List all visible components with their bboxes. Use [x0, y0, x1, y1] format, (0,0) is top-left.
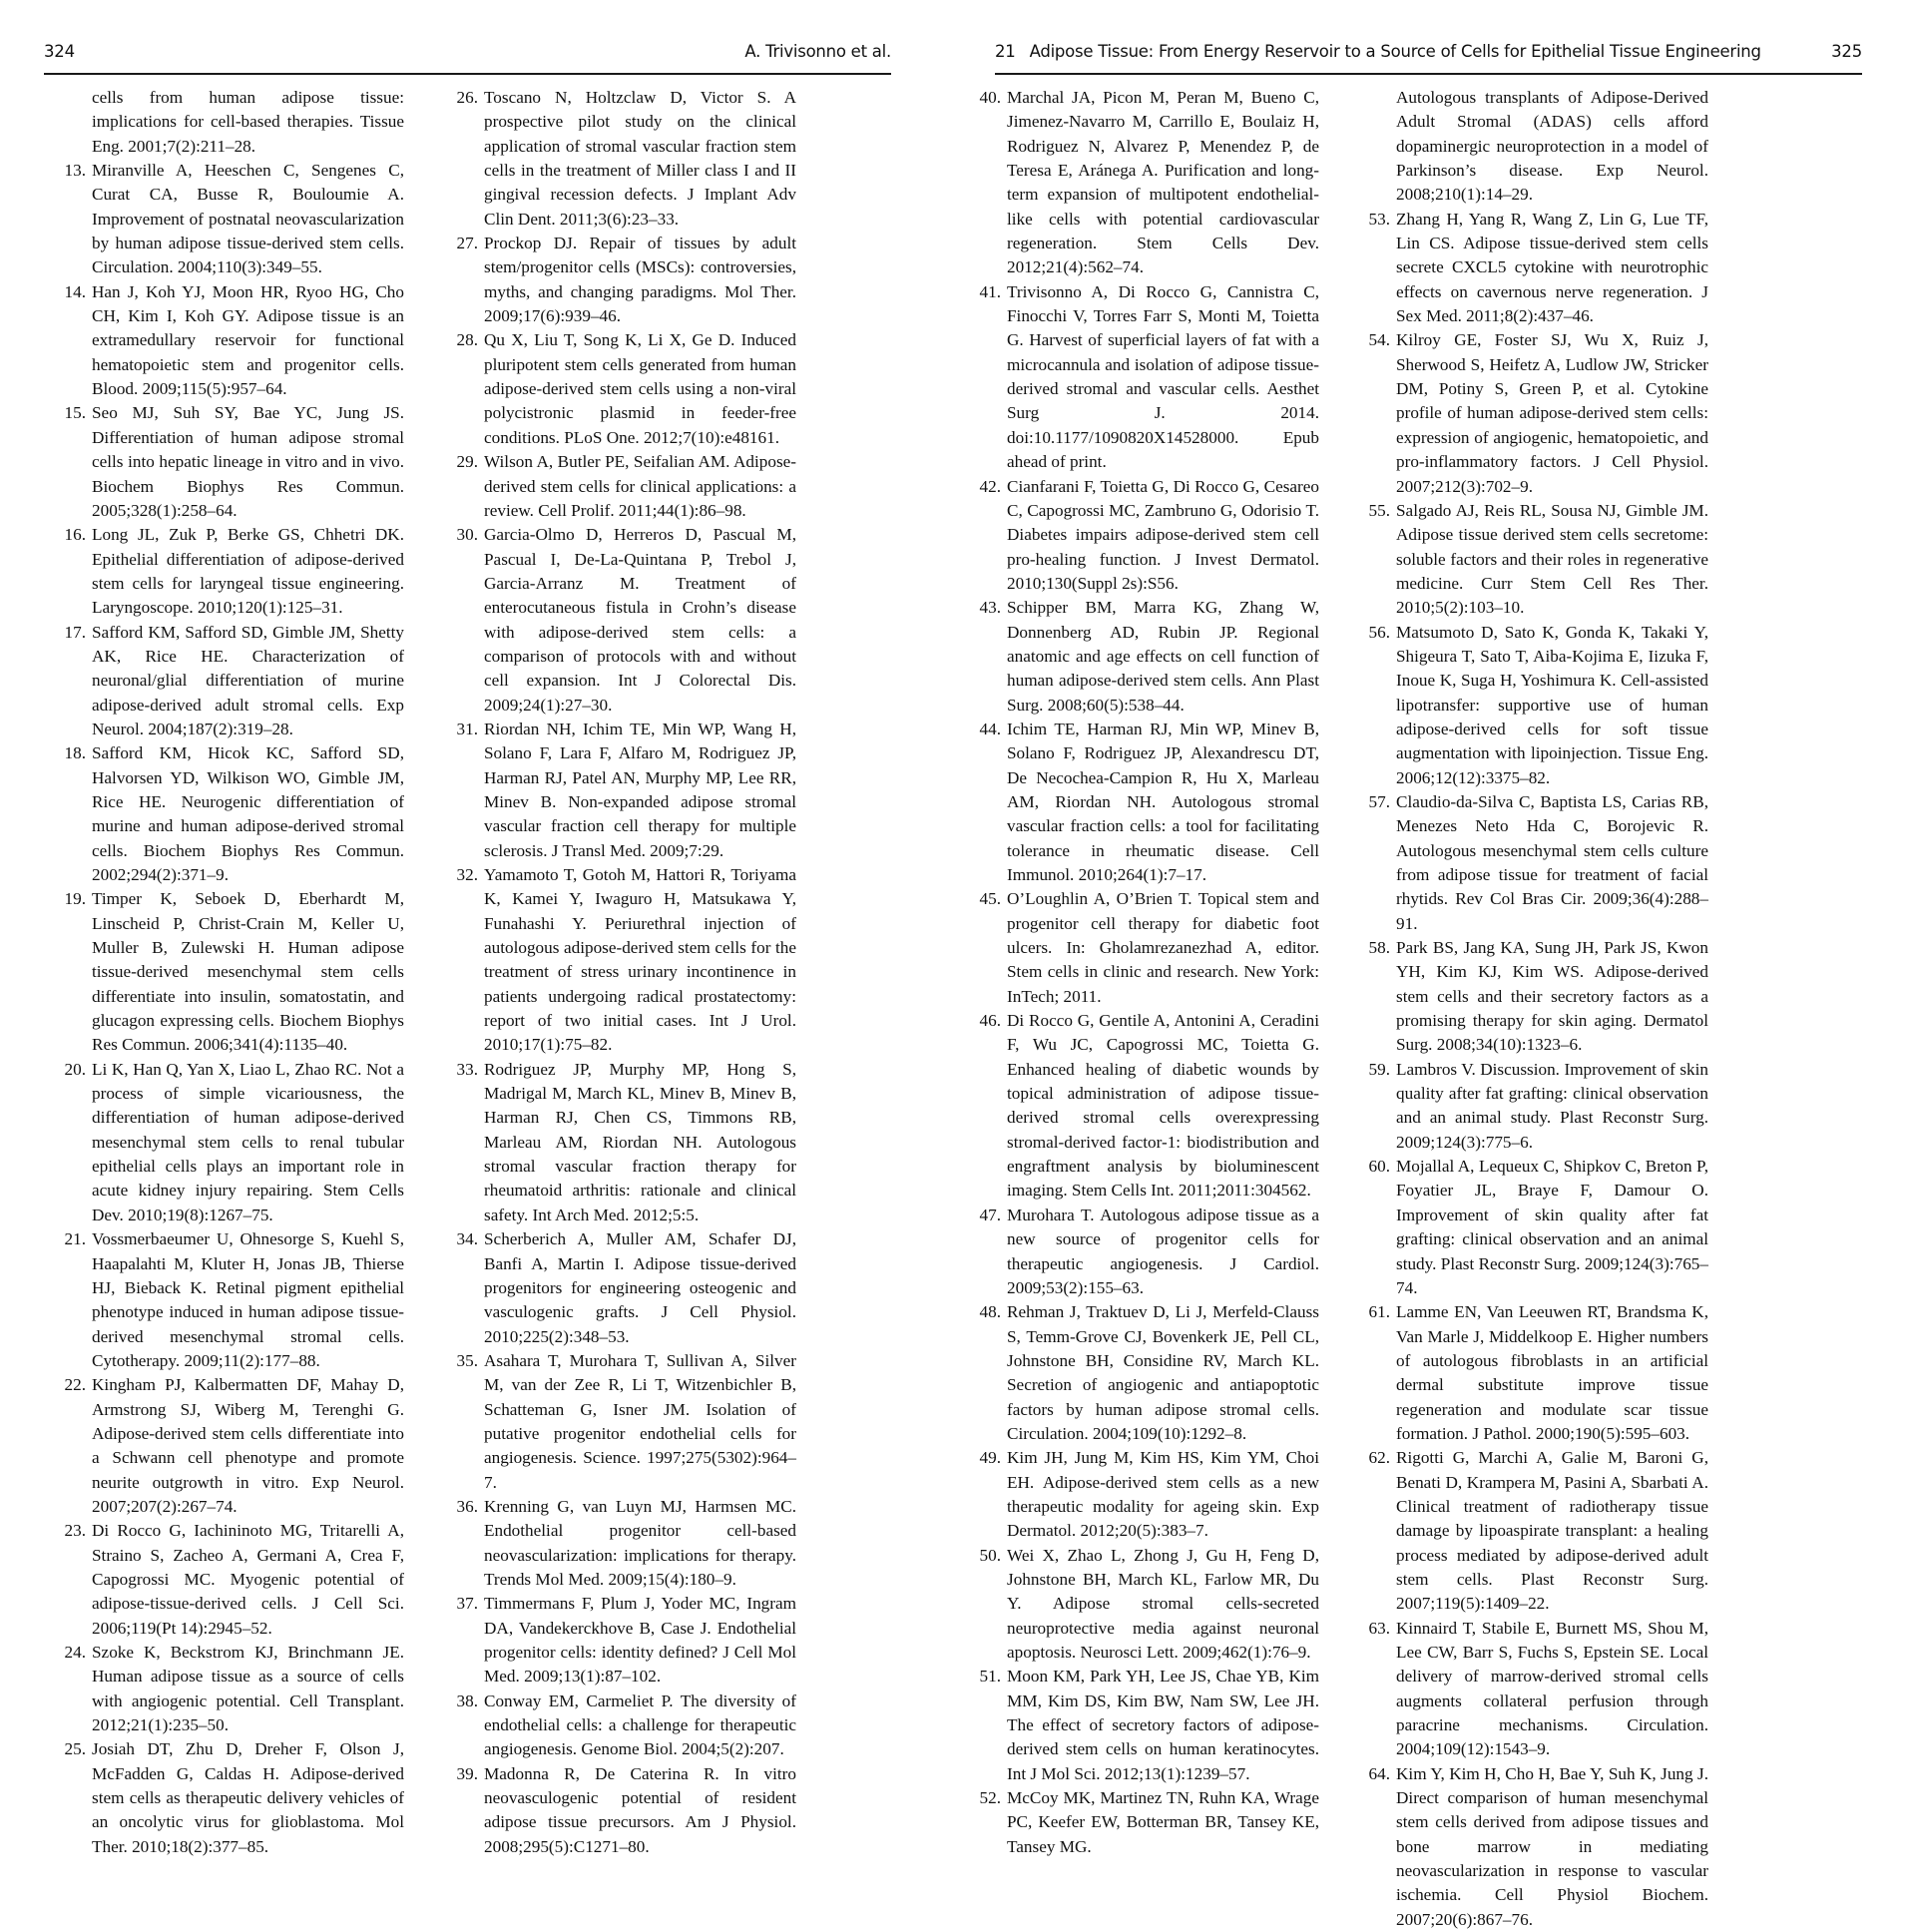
reference-number: 63.: [1368, 1618, 1390, 1638]
reference-text: Wilson A, Butler PE, Seifalian AM. Adipose-derived stem cells for clinical applications: a review. Cell Prolif. 2011;44(1):86–98.: [484, 452, 796, 520]
reference-number: 38.: [456, 1690, 478, 1710]
reference-text: Cianfarani F, Toietta G, Di Rocco G, Cesareo C, Capogrossi MC, Zambruno G, Odorisio T. Diabetes impairs adipose-derived stem cell pro-healing function. J Invest Dermatol. 2010;130(Suppl 2s):S56.: [1007, 476, 1319, 593]
reference-number: 29.: [456, 452, 478, 472]
reference-text: Lambros V. Discussion. Improvement of skin quality after fat grafting: clinical observation and an animal study. Plast Reconstr Surg. 2009;124(3):775–6.: [1396, 1059, 1708, 1152]
reference-text: Long JL, Zuk P, Berke GS, Chhetri DK. Epithelial differentiation of adipose-derived stem cells for laryngeal tissue engineering. Laryngoscope. 2010;120(1):125–31.: [92, 525, 404, 618]
reference-number: 33.: [456, 1059, 478, 1079]
reference-item: [1364, 1762, 1708, 1932]
reference-item: [452, 718, 796, 863]
reference-text: Di Rocco G, Gentile A, Antonini A, Ceradini F, Wu JC, Capogrossi MC, Toietta G. Enhanced healing of diabetic wounds by topical administration of adipose tissue-derived stromal cells overexpressing stromal-derived factor-1: biodistribution and engraftment analysis by bioluminescent imaging. Stem Cells Int. 2011;2011:304562.: [1007, 1011, 1319, 1201]
reference-item: [1364, 790, 1708, 936]
reference-number: 51.: [979, 1667, 1001, 1687]
reference-item: [1364, 621, 1708, 790]
reference-item: [452, 523, 796, 718]
chapter-number: 21: [995, 42, 1016, 61]
reference-number: 22.: [64, 1375, 86, 1395]
reference-item: [452, 1690, 796, 1762]
reference-number: 44.: [979, 719, 1001, 738]
reference-number: 32.: [456, 865, 478, 884]
reference-item: [452, 1592, 796, 1689]
reference-item: [452, 1058, 796, 1227]
reference-item: [60, 1227, 404, 1373]
reference-number: 42.: [979, 476, 1001, 496]
reference-number: 18.: [64, 743, 86, 763]
column-1: [60, 86, 404, 1859]
reference-list-column-3: [975, 86, 1319, 1859]
reference-number: 56.: [1368, 622, 1390, 642]
reference-item: [975, 1204, 1319, 1300]
reference-text: Park BS, Jang KA, Sung JH, Park JS, Kwon YH, Kim KJ, Kim WS. Adipose-derived stem cells and their secretory factors as a promising therapy for skin aging. Dermatol Surg. 2008;34(10):1323–6.: [1396, 938, 1708, 1055]
reference-item: [1364, 1155, 1708, 1300]
reference-item: [452, 232, 796, 328]
reference-number: 49.: [979, 1448, 1001, 1468]
reference-number: 27.: [456, 234, 478, 253]
reference-text: Claudio-da-Silva C, Baptista LS, Carias RB, Menezes Neto Hda C, Borojevic R. Autologous mesenchymal stem cells culture from adipose tissue for treatment of facial rhytids. Rev Col Bras Cir. 2009;36(4):288–91.: [1396, 791, 1708, 933]
reference-text: Trivisonno A, Di Rocco G, Cannistra C, Finocchi V, Torres Farr S, Monti M, Toietta G. Harvest of superficial layers of fat with a microcannula and isolation of adipose tissue-derived stromal and vascular cells. Aesthet Surg J. 2014. doi:10.1177/1090820X14528000. Epub ahead of print.: [1007, 281, 1319, 472]
reference-item: [60, 1737, 404, 1859]
reference-text: Prockop DJ. Repair of tissues by adult stem/progenitor cells (MSCs): controversies, myths, and changing paradigms. Mol Ther. 2009;17(6):939–46.: [484, 234, 796, 326]
reference-text: Mojallal A, Lequeux C, Shipkov C, Breton P, Foyatier JL, Braye F, Damour O. Improvement of skin quality after fat grafting: clinical observation and an animal study. Plast Reconstr Surg. 2009;124(3):765–74.: [1396, 1157, 1708, 1297]
reference-item: [452, 863, 796, 1058]
reference-item: [452, 1495, 796, 1592]
reference-text: Rehman J, Traktuev D, Li J, Merfeld-Clauss S, Temm-Grove CJ, Bovenkerk JE, Pell CL, Johnstone BH, Considine RV, March KL. Secretion of angiogenic and antiapoptotic factors by human adipose stromal cells. Circulation. 2004;109(10):1292–8.: [1007, 1302, 1319, 1443]
reference-item: [975, 280, 1319, 475]
reference-item: [60, 621, 404, 742]
reference-text: Josiah DT, Zhu D, Dreher F, Olson J, McFadden G, Caldas H. Adipose-derived stem cells as therapeutic delivery vehicles of an oncolytic virus for glioblastoma. Mol Ther. 2010;18(2):377–85.: [92, 1739, 404, 1856]
reference-number: 20.: [64, 1059, 86, 1079]
reference-item: [1364, 328, 1708, 498]
reference-item: [975, 718, 1319, 887]
reference-item: [1364, 1300, 1708, 1446]
reference-number: 19.: [64, 889, 86, 909]
reference-item: [975, 1300, 1319, 1446]
reference-item: [60, 280, 404, 402]
column-4: [1364, 86, 1708, 1932]
reference-number: 41.: [979, 281, 1001, 301]
running-head-left-group: [995, 42, 1761, 61]
header-rule-left: [44, 73, 891, 75]
reference-number: 24.: [64, 1643, 86, 1662]
reference-number: 55.: [1368, 500, 1390, 520]
reference-number: 47.: [979, 1205, 1001, 1224]
reference-text: Marchal JA, Picon M, Peran M, Bueno C, Jimenez-Navarro M, Carrillo E, Boulaiz H, Rodriguez N, Alvarez P, Menendez P, de Teresa E, Aránega A. Purification and long-term expansion of multipotent endothelial-like cells with potential cardiovascular regeneration. Stem Cells Dev. 2012;21(4):562–74.: [1007, 88, 1319, 277]
reference-item: [60, 401, 404, 523]
reference-number: 21.: [64, 1229, 86, 1249]
reference-text: Safford KM, Safford SD, Gimble JM, Shetty AK, Rice HE. Characterization of neuronal/glial differentiation of murine adipose-derived adult stromal cells. Exp Neurol. 2004;187(2):319–28.: [92, 622, 404, 738]
reference-number: 60.: [1368, 1157, 1390, 1177]
reference-list-column-4: [1364, 208, 1708, 1932]
reference-text: Safford KM, Hicok KC, Safford SD, Halvorsen YD, Wilkison WO, Gimble JM, Rice HE. Neurogenic differentiation of murine and human adipose-derived stromal cells. Biochem Biophys Res Commun. 2002;294(2):371–9.: [92, 743, 404, 884]
reference-text: Qu X, Liu T, Song K, Li X, Ge D. Induced pluripotent stem cells generated from human adipose-derived stem cells using a non-viral polycistronic plasmid in feeder-free conditions. PLoS One. 2012;7(10):e48161.: [484, 330, 796, 447]
reference-number: 39.: [456, 1763, 478, 1783]
reference-number: 26.: [456, 88, 478, 107]
reference-item: [975, 1446, 1319, 1543]
reference-number: 31.: [456, 719, 478, 738]
reference-number: 62.: [1368, 1448, 1390, 1468]
reference-text: Salgado AJ, Reis RL, Sousa NJ, Gimble JM. Adipose tissue derived stem cells secretome: soluble factors and their roles in regenerative medicine. Curr Stem Cell Res Ther. 2010;5(2):103–10.: [1396, 500, 1708, 618]
reference-item: [60, 1058, 404, 1227]
reference-text: McCoy MK, Martinez TN, Ruhn KA, Wrage PC, Keefer EW, Botterman BR, Tansey KE, Tansey MG.: [1007, 1788, 1319, 1856]
running-head-title-left: A. Trivisonno et al.: [744, 42, 891, 61]
reference-text: Rodriguez JP, Murphy MP, Hong S, Madrigal M, March KL, Minev B, Minev B, Harman RJ, Chen CS, Timmons RB, Marleau AM, Riordan NH. Autologous stromal vascular fraction therapy for rheumatoid arthritis: rationale and clinical safety. Int Arch Med. 2012;5:5.: [484, 1059, 796, 1224]
reference-number: 36.: [456, 1496, 478, 1516]
reference-item: [452, 86, 796, 232]
reference-text: Schipper BM, Marra KG, Zhang W, Donnenberg AD, Rubin JP. Regional anatomic and age effects on cell function of human adipose-derived stem cells. Ann Plast Surg. 2008;60(5):538–44.: [1007, 598, 1319, 715]
page-left-324: [0, 0, 953, 1856]
reference-item: [60, 159, 404, 280]
reference-item: [1364, 936, 1708, 1058]
reference-text: Di Rocco G, Iachininoto MG, Tritarelli A, Straino S, Zacheo A, Germani A, Crea F, Capogrossi MC. Myogenic potential of adipose-tissue-derived cells. J Cell Sci. 2006;119(Pt 14):2945–52.: [92, 1521, 404, 1638]
reference-text: Yamamoto T, Gotoh M, Hattori R, Toriyama K, Kamei Y, Iwaguro H, Matsukawa Y, Funahashi Y. Periurethral injection of autologous adipose-derived stem cells for the treatment of stress urinary incontinence in patients undergoing radical prostatectomy: report of two initial cases. Int J Urol. 2010;17(1):75–82.: [484, 865, 796, 1055]
reference-text: Kim Y, Kim H, Cho H, Bae Y, Suh K, Jung J. Direct comparison of human mesenchymal stem cells derived from adipose tissues and bone marrow in mediating neovascularization in response to vascular ischemia. Cell Physiol Biochem. 2007;20(6):867–76.: [1396, 1763, 1708, 1929]
reference-item: [60, 523, 404, 620]
reference-text: Krenning G, van Luyn MJ, Harmsen MC. Endothelial progenitor cell-based neovascularization: implications for therapy. Trends Mol Med. 2009;15(4):180–9.: [484, 1496, 796, 1589]
reference-number: 45.: [979, 889, 1001, 909]
reference-item: [452, 328, 796, 450]
reference-number: 28.: [456, 330, 478, 350]
reference-list-column-1: [60, 159, 404, 1859]
reference-number: 61.: [1368, 1302, 1390, 1322]
reference-text: Timmermans F, Plum J, Yoder MC, Ingram DA, Vandekerckhove B, Case J. Endothelial progenitor cells: identity defined? J Cell Mol Med. 2009;13(1):87–102.: [484, 1594, 796, 1687]
reference-item: [975, 1665, 1319, 1786]
reference-text: Murohara T. Autologous adipose tissue as a new source of progenitor cells for therapeutic angiogenesis. J Cardiol. 2009;53(2):155–63.: [1007, 1205, 1319, 1297]
reference-text: Lamme EN, Van Leeuwen RT, Brandsma K, Van Marle J, Middelkoop E. Higher numbers of autologous fibroblasts in an artificial dermal substitute improve tissue regeneration and modulate scar tissue formation. J Pathol. 2000;190(5):595–603.: [1396, 1302, 1708, 1443]
reference-number: 53.: [1368, 209, 1390, 229]
reference-text: Asahara T, Murohara T, Sullivan A, Silver M, van der Zee R, Li T, Witzenbichler B, Schatteman G, Isner JM. Isolation of putative progenitor endothelial cells for angiogenesis. Science. 1997;275(5302):964–7.: [484, 1350, 796, 1492]
folio-left: 324: [44, 42, 75, 61]
reference-item: [452, 1227, 796, 1349]
reference-number: 34.: [456, 1229, 478, 1249]
reference-number: 35.: [456, 1350, 478, 1370]
reference-text: Wei X, Zhao L, Zhong J, Gu H, Feng D, Johnstone BH, March KL, Farlow MR, Du Y. Adipose stromal cells-secreted neuroprotective media against neuronal apoptosis. Neurosci Lett. 2009;462(1):76–9.: [1007, 1545, 1319, 1662]
reference-text: Ichim TE, Harman RJ, Min WP, Minev B, Solano F, Rodriguez JP, Alexandrescu DT, De Necochea-Campion R, Hu X, Marleau AM, Riordan NH. Autologous stromal vascular fraction cells: a tool for facilitating tolerance in rheumatic disease. Cell Immunol. 2010;264(1):7–17.: [1007, 719, 1319, 884]
reference-number: 46.: [979, 1011, 1001, 1031]
reference-item: [1364, 1446, 1708, 1616]
reference-text: Madonna R, De Caterina R. In vitro neovasculogenic potential of resident adipose tissue precursors. Am J Physiol. 2008;295(5):C1271–80.: [484, 1763, 796, 1856]
reference-text: Szoke K, Beckstrom KJ, Brinchmann JE. Human adipose tissue as a source of cells with angiogenic potential. Cell Transplant. 2012;21(1):235–50.: [92, 1643, 404, 1735]
columns-left-page: [60, 86, 896, 1859]
reference-item: [975, 86, 1319, 280]
reference-item: [1364, 1617, 1708, 1762]
reference-item: [60, 887, 404, 1057]
reference-text: Li K, Han Q, Yan X, Liao L, Zhao RC. Not a process of simple vicariousness, the differentiation of human adipose-derived mesenchymal stem cells to renal tubular epithelial cells plays an important role in acute kidney injury repairing. Stem Cells Dev. 2010;19(8):1267–75.: [92, 1059, 404, 1224]
reference-text: Han J, Koh YJ, Moon HR, Ryoo HG, Cho CH, Kim I, Koh GY. Adipose tissue is an extramedullary reservoir for functional hematopoietic stem and progenitor cells. Blood. 2009;115(5):957–64.: [92, 281, 404, 399]
column-2: [452, 86, 796, 1859]
reference-text: Kim JH, Jung M, Kim HS, Kim YM, Choi EH. Adipose-derived stem cells as a new therapeutic modality for ageing skin. Exp Dermatol. 2012;20(5):383–7.: [1007, 1448, 1319, 1541]
reference-number: 37.: [456, 1594, 478, 1614]
reference-item: [452, 1349, 796, 1495]
reference-item: [60, 741, 404, 887]
reference-number: 52.: [979, 1788, 1001, 1808]
page-right-325: [953, 0, 1906, 1929]
reference-item: [1364, 1058, 1708, 1155]
reference-text: Seo MJ, Suh SY, Bae YC, Jung JS. Differentiation of human adipose stromal cells into hepatic lineage in vitro and in vivo. Biochem Biophys Res Commun. 2005;328(1):258–64.: [92, 403, 404, 520]
reference-item: [60, 1373, 404, 1519]
reference-item: [452, 450, 796, 523]
reference-text: Timper K, Seboek D, Eberhardt M, Linscheid P, Christ-Crain M, Keller U, Muller B, Zulewski H. Human adipose tissue-derived mesenchymal stem cells differentiate into insulin, somatostatin, and glucagon expressing cells. Biochem Biophys Res Commun. 2006;341(4):1135–40.: [92, 889, 404, 1055]
reference-number: 40.: [979, 88, 1001, 107]
reference-number: 16.: [64, 525, 86, 545]
running-head-title-right: Adipose Tissue: From Energy Reservoir to a Source of Cells for Epithelial Tissue Engineering: [1029, 42, 1761, 61]
columns-right-page: [975, 86, 1863, 1932]
reference-item: [975, 596, 1319, 718]
reference-number: 25.: [64, 1739, 86, 1759]
folio-right: 325: [1831, 42, 1862, 61]
reference-text: Matsumoto D, Sato K, Gonda K, Takaki Y, Shigeura T, Sato T, Aiba-Kojima E, Iizuka F, Inoue K, Suga H, Yoshimura K. Cell-assisted lipotransfer: supportive use of human adipose-derived cells for soft tissue augmentation with lipoinjection. Tissue Eng. 2006;12(12):3375–82.: [1396, 622, 1708, 787]
header-rule-right: [995, 73, 1862, 75]
reference-text: Zhang H, Yang R, Wang Z, Lin G, Lue TF, Lin CS. Adipose tissue-derived stem cells secrete CXCL5 cytokine with neurotrophic effects on cavernous nerve regeneration. J Sex Med. 2011;8(2):437–46.: [1396, 209, 1708, 326]
reference-item: [975, 887, 1319, 1009]
reference-item: [1364, 208, 1708, 329]
reference-number: 14.: [64, 281, 86, 301]
reference-number: 57.: [1368, 791, 1390, 811]
reference-text: Kilroy GE, Foster SJ, Wu X, Ruiz J, Sherwood S, Heifetz A, Ludlow JW, Stricker DM, Potiny S, Green P, et al. Cytokine profile of human adipose-derived stem cells: expression of angiogenic, hematopoietic, and pro-inflammatory factors. J Cell Physiol. 2007;212(3):702–9.: [1396, 330, 1708, 496]
reference-number: 17.: [64, 622, 86, 642]
reference-number: 13.: [64, 161, 86, 181]
reference-continuation: Autologous transplants of Adipose-Derived Adult Stromal (ADAS) cells afford dopaminergic neuroprotection in a model of Parkinson’s disease. Exp Neurol. 2008;210(1):14–29.: [1396, 88, 1708, 205]
reference-number: 64.: [1368, 1763, 1390, 1783]
reference-list-column-2: [452, 86, 796, 1859]
reference-number: 23.: [64, 1521, 86, 1541]
reference-item: [975, 1786, 1319, 1859]
reference-text: Kinnaird T, Stabile E, Burnett MS, Shou M, Lee CW, Barr S, Fuchs S, Epstein SE. Local delivery of marrow-derived stromal cells augments collateral perfusion through paracrine mechanisms. Circulation. 2004;109(12):1543–9.: [1396, 1618, 1708, 1759]
reference-text: Riordan NH, Ichim TE, Min WP, Wang H, Solano F, Lara F, Alfaro M, Rodriguez JP, Harman RJ, Patel AN, Murphy MP, Lee RR, Minev B. Non-expanded adipose stromal vascular fraction cell therapy for multiple sclerosis. J Transl Med. 2009;7:29.: [484, 719, 796, 860]
reference-text: Toscano N, Holtzclaw D, Victor S. A prospective pilot study on the clinical application of stromal vascular fraction stem cells in the treatment of Miller class I and II gingival recession defects. J Implant Adv Clin Dent. 2011;3(6):23–33.: [484, 88, 796, 229]
reference-item: [1364, 499, 1708, 621]
reference-number: 15.: [64, 403, 86, 423]
reference-item: [60, 1641, 404, 1737]
reference-text: Scherberich A, Muller AM, Schafer DJ, Banfi A, Martin I. Adipose tissue-derived progenitors for engineering osteogenic and vasculogenic grafts. J Cell Physiol. 2010;225(2):348–53.: [484, 1229, 796, 1346]
reference-number: 50.: [979, 1545, 1001, 1565]
reference-item: [975, 475, 1319, 597]
reference-text: Vossmerbaeumer U, Ohnesorge S, Kuehl S, Haapalahti M, Kluter H, Jonas JB, Thierse HJ, Bieback K. Retinal pigment epithelial phenotype induced in human adipose tissue-derived mesenchymal stromal cells. Cytotherapy. 2009;11(2):177–88.: [92, 1229, 404, 1370]
reference-item: [452, 1762, 796, 1859]
reference-number: 54.: [1368, 330, 1390, 350]
reference-item: [60, 1519, 404, 1641]
reference-text: Rigotti G, Marchi A, Galie M, Baroni G, Benati D, Krampera M, Pasini A, Sbarbati A. Clinical treatment of radiotherapy tissue damage by lipoaspirate transplant: a healing process mediated by adipose-derived adult stem cells. Plast Reconstr Surg. 2007;119(5):1409–22.: [1396, 1448, 1708, 1614]
reference-number: 59.: [1368, 1059, 1390, 1079]
reference-text: Garcia-Olmo D, Herreros D, Pascual M, Pascual I, De-La-Quintana P, Trebol J, Garcia-Arranz M. Treatment of enterocutaneous fistula in Crohn’s disease with adipose-derived stem cells: a comparison of protocols with and without cell expansion. Int J Colorectal Dis. 2009;24(1):27–30.: [484, 525, 796, 715]
reference-text: Moon KM, Park YH, Lee JS, Chae YB, Kim MM, Kim DS, Kim BW, Nam SW, Lee JH. The effect of secretory factors of adipose-derived stem cells on human keratinocytes. Int J Mol Sci. 2012;13(1):1239–57.: [1007, 1667, 1319, 1783]
reference-text: Miranville A, Heeschen C, Sengenes C, Curat CA, Busse R, Bouloumie A. Improvement of postnatal neovascularization by human adipose tissue-derived stem cells. Circulation. 2004;110(3):349–55.: [92, 161, 404, 277]
reference-item: [975, 1544, 1319, 1666]
running-head-left: [44, 42, 891, 68]
reference-continuation: cells from human adipose tissue: implications for cell-based therapies. Tissue Eng. 2001;7(2):211–28.: [92, 88, 404, 156]
reference-text: Conway EM, Carmeliet P. The diversity of endothelial cells: a challenge for therapeutic angiogenesis. Genome Biol. 2004;5(2):207.: [484, 1690, 796, 1759]
reference-number: 43.: [979, 598, 1001, 618]
running-head-right: [995, 42, 1862, 68]
reference-number: 48.: [979, 1302, 1001, 1322]
reference-number: 30.: [456, 525, 478, 545]
reference-text: O’Loughlin A, O’Brien T. Topical stem and progenitor cell therapy for diabetic foot ulcers. In: Gholamrezanezhad A, editor. Stem cells in clinic and research. New York: InTech; 2011.: [1007, 889, 1319, 1006]
reference-item: [975, 1009, 1319, 1204]
reference-number: 58.: [1368, 938, 1390, 958]
column-3: [975, 86, 1319, 1932]
reference-text: Kingham PJ, Kalbermatten DF, Mahay D, Armstrong SJ, Wiberg M, Terenghi G. Adipose-derived stem cells differentiate into a Schwann cell phenotype and promote neurite outgrowth in vitro. Exp Neurol. 2007;207(2):267–74.: [92, 1375, 404, 1516]
